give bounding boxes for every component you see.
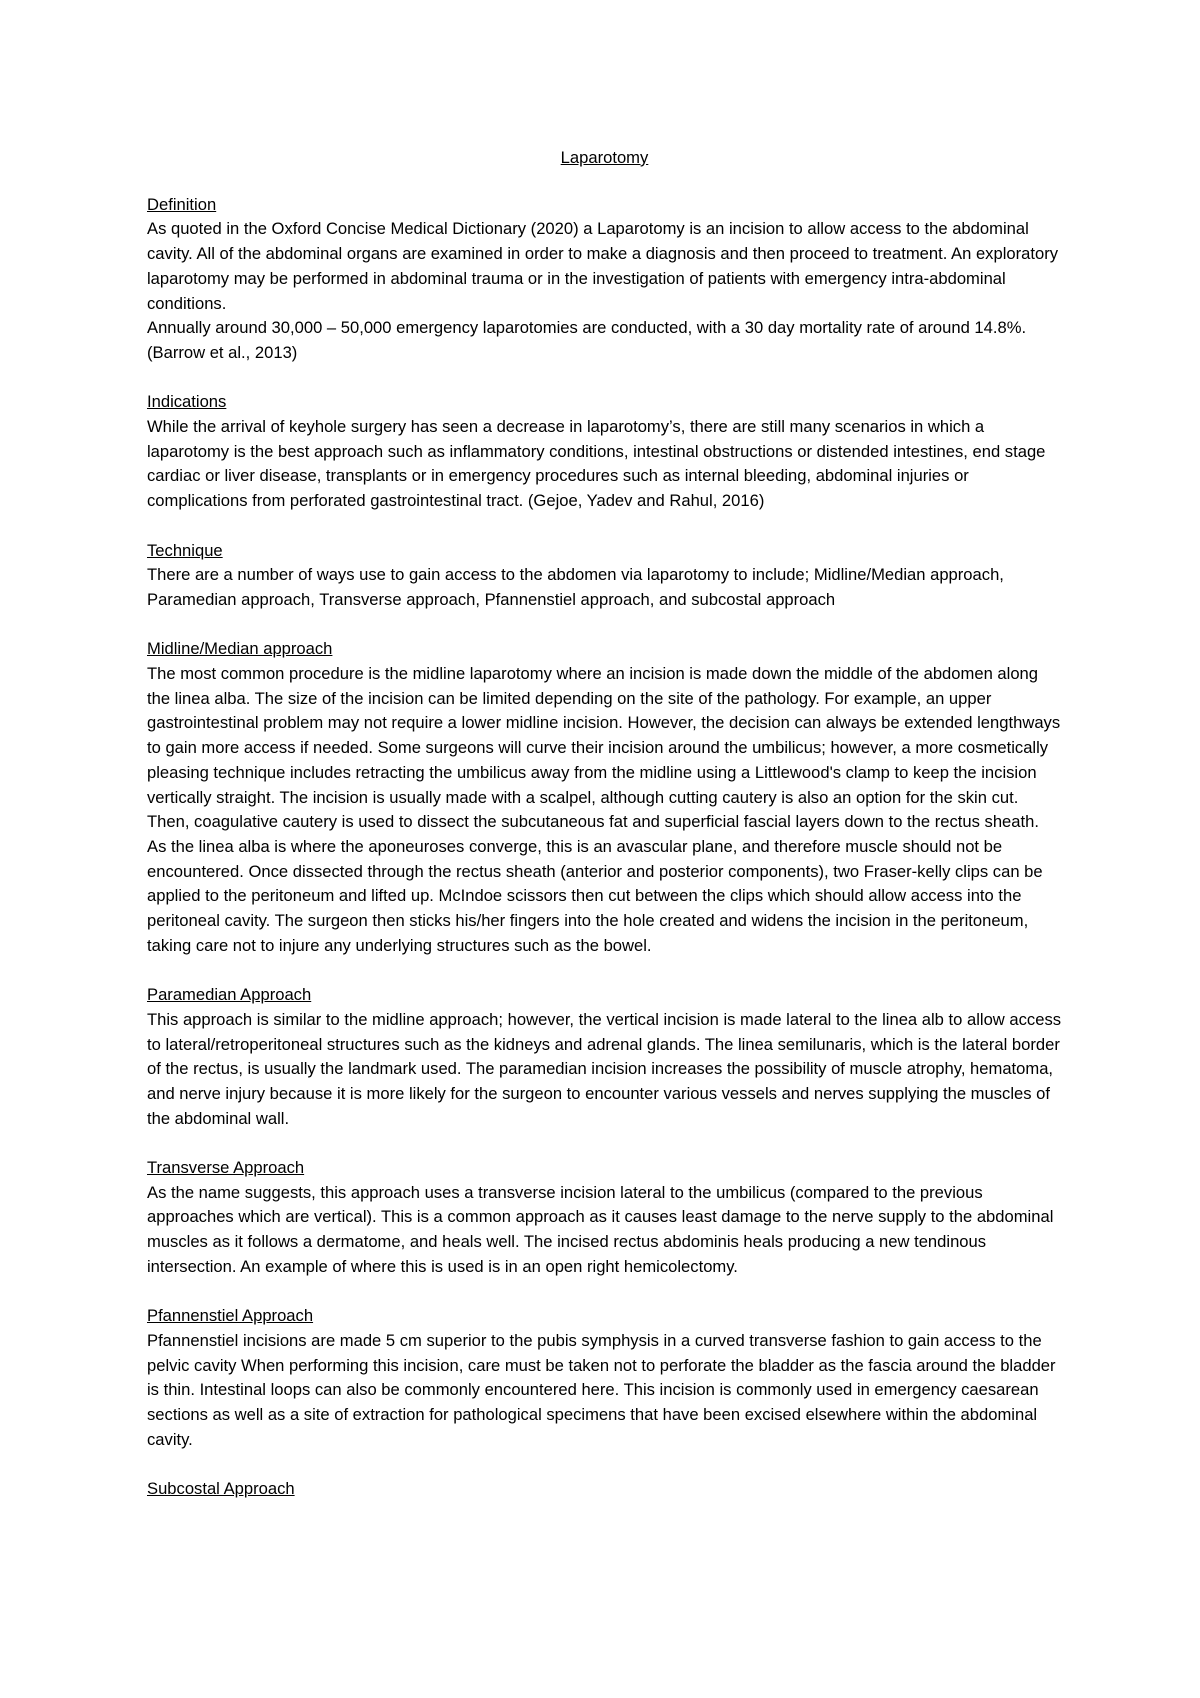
section-midline-approach <box>147 637 1062 958</box>
section-paragraph: The most common procedure is the midline laparotomy where an incision is made down the middle of the abdomen along the linea alba. The size of the incision can be limited depending on the site of the pathology. For example, an upper gastrointestinal problem may not require a lower midline incision. However, the decision can always be extended lengthways to gain more access if needed. Some surgeons will curve their incision around the umbilicus; however, a more cosmetically pleasing technique includes retracting the umbilicus away from the midline using a Littlewood's clamp to keep the incision vertically straight. The incision is usually made with a scalpel, although cutting cautery is also an option for the skin cut. Then, coagulative cautery is used to dissect the subcutaneous fat and superficial fascial layers down to the rectus sheath. As the linea alba is where the aponeuroses converge, this is an avascular plane, and therefore muscle should not be encountered. Once dissected through the rectus sheath (anterior and posterior components), two Fraser-kelly clips can be applied to the peritoneum and lifted up. McIndoe scissors then cut between the clips which should allow access into the peritoneal cavity. The surgeon then sticks his/her fingers into the hole created and widens the incision in the peritoneum, taking care not to injure any underlying structures such as the bowel. <box>147 664 1061 955</box>
section-paragraph: As quoted in the Oxford Concise Medical Dictionary (2020) a Laparotomy is an incision to allow access to the abdominal cavity. All of the abdominal organs are examined in order to make a diagnosis and then proceed to treatment. An exploratory laparotomy may be performed in abdominal trauma or in the investigation of patients with emergency intra-abdominal conditions. <box>147 219 1059 313</box>
section-paragraph: Annually around 30,000 – 50,000 emergency laparotomies are conducted, with a 30 day mortality rate of around 14.8%. (Barrow et al., 2013) <box>147 318 1027 362</box>
document-title: Laparotomy <box>560 148 649 167</box>
section-paramedian-approach <box>147 983 1062 1131</box>
section-heading: Paramedian Approach <box>147 985 312 1005</box>
document-body <box>147 146 1062 1527</box>
section-pfannenstiel-approach <box>147 1304 1062 1452</box>
section-heading: Indications <box>147 392 227 412</box>
section-transverse-approach <box>147 1156 1062 1280</box>
section-paragraph: Pfannenstiel incisions are made 5 cm superior to the pubis symphysis in a curved transverse fashion to gain access to the pelvic cavity When performing this incision, care must be taken not to perforate the bladder as the fascia around the bladder is thin. Intestinal loops can also be commonly encountered here. This incision is commonly used in emergency caesarean sections as well as a site of extraction for pathological specimens that have been excised elsewhere within the abdominal cavity. <box>147 1330 1056 1449</box>
section-heading: Subcostal Approach <box>147 1479 295 1499</box>
section-subcostal-approach <box>147 1477 1062 1502</box>
section-technique <box>147 539 1062 613</box>
section-paragraph: As the name suggests, this approach uses a transverse incision lateral to the umbilicus (compared to the previous approaches which are vertical). This is a common approach as it causes least damage to the nerve supply to the abdominal muscles as it follows a dermatome, and heals well. The incised rectus abdominis heals producing a new tendinous intersection. An example of where this is used is in an open right hemicolectomy. <box>147 1182 1054 1276</box>
section-paragraph: This approach is similar to the midline approach; however, the vertical incision is made lateral to the linea alb to allow access to lateral/retroperitoneal structures such as the kidneys and adrenal glands. The linea semilunaris, which is the lateral border of the rectus, is usually the landmark used. The paramedian incision increases the possibility of muscle atrophy, hematoma, and nerve injury because it is more likely for the surgeon to encounter various vessels and nerves supplying the muscles of the abdominal wall. <box>147 1009 1062 1128</box>
section-heading: Technique <box>147 540 223 560</box>
section-paragraph: There are a number of ways use to gain access to the abdomen via laparotomy to include; Midline/Median approach, Paramedian approach, Transverse approach, Pfannenstiel approach, and subcostal approach <box>147 565 1004 609</box>
section-heading: Definition <box>147 194 217 214</box>
section-heading: Midline/Median approach <box>147 639 333 659</box>
section-paragraph: While the arrival of keyhole surgery has seen a decrease in laparotomy’s, there are still many scenarios in which a laparotomy is the best approach such as inflammatory conditions, intestinal obstructions or distended intestines, end stage cardiac or liver disease, transplants or in emergency procedures such as internal bleeding, abdominal injuries or complications from perforated gastrointestinal tract. (Gejoe, Yadev and Rahul, 2016) <box>147 417 1046 511</box>
section-heading: Pfannenstiel Approach <box>147 1306 314 1326</box>
section-indications <box>147 390 1062 514</box>
section-definition <box>147 193 1062 366</box>
section-heading: Transverse Approach <box>147 1158 305 1178</box>
